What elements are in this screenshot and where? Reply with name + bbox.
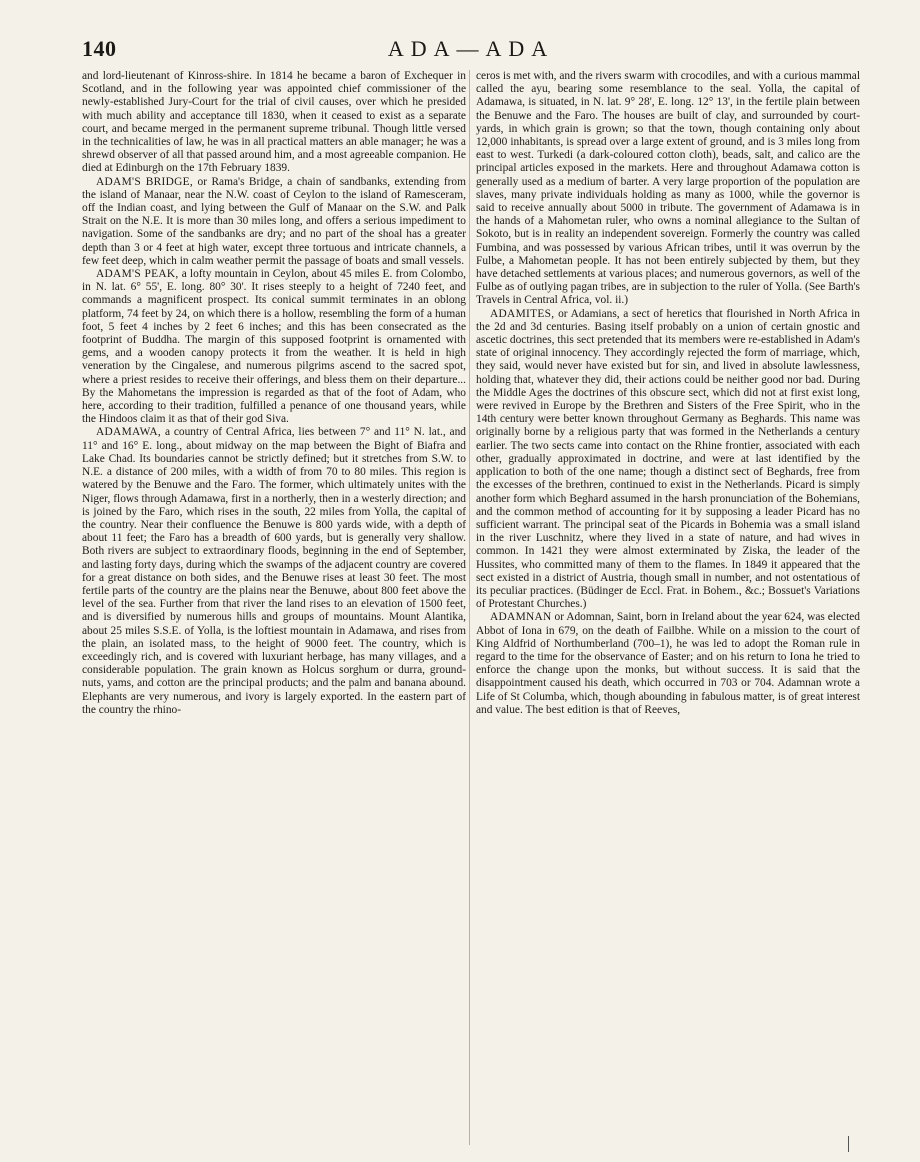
entry-headword: ADAMAWA, [96, 426, 162, 439]
right-column [476, 70, 860, 1145]
entry-headword: ADAM'S BRIDGE, [96, 175, 194, 188]
entry-headword: ADAMNAN [490, 611, 552, 624]
entry-text: ceros is met with, and the rivers swarm with crocodiles, and with a curious mammal called the ayu, bearing some resemblance to the seal. Yolla, the capital of Adamawa, is situated, in N. lat. 9° 28', E. long. 12° 13', in the fertile plain between the Benuwe and the Faro. The houses are built of clay, and surrounded by court-yards, in which grain is grown; so that the town, though containing only about 12,000 inhabitants, is spread over a large extent of ground, and is 3 miles long from east to west. Turkedi (a dark-coloured cotton cloth), beads, salt, and calico are the principal articles exposed in the markets. Here and throughout Adamawa cotton is generally used as a medium of barter. A very large proportion of the population are slaves, many private individuals holding as many as 1000, while the governor is said to receive annually about 5000 in tribute. The government of Adamawa is in the hands of a Mahometan ruler, who owns a nominal allegiance to the Sultan of Sokoto, but is in reality an independent sovereign. Formerly the country was called Fumbina, and was possessed by various African tribes, until it was overrun by the Fulbe, a Mahometan people. It has not been entirely subjected by them, but they have detached settlements at various places; and numerous governors, as well of the Fulbe as of outlying pagan tribes, are in subjection to the ruler of Yolla. (See Barth's Travels in Central Africa, vol. ii.) [476, 70, 860, 307]
entry-headword: ADAMITES, [490, 307, 555, 320]
entry-text: or Adamians, a sect of heretics that flourished in North Africa in the 2d and 3d centuries. Basing itself probably on a union of certain gnostic and ascetic doctrines, this sect pretended that its members were re-established in Adam's state of original innocency. They accordingly rejected the form of marriage, which, they said, would never have existed but for sin, and lived in absolute lawlessness, holding that, whatever they did, their actions could be neither good nor bad. During the Middle Ages the doctrines of this obscure sect, which did not at first exist long, were revived in Europe by the Brethren and Sisters of the Free Spirit, who in the 14th century were better known throughout Germany as Beghards. This name was originally borne by a religious party that was formed in the Netherlands a century earlier. The two sects came into contact on the Rhine frontier, associated with each other, gradually approximated in doctrine, and were at last identified by the application to both of the one name; though a distinct sect of Beghards, free from the excesses of the brethren, continued to exist in the Netherlands. Picard is simply another form which Beghard assumed in the harsh pronunciation of the Bohemians, and the common method of accounting for it by supposing a leader Picard has no sufficient warrant. The principal seat of the Picards in Bohemia was a small island in the river Luschnitz, where they lived in a state of nature, and had wives in common. In 1421 they were almost exterminated by Ziska, the leader of the Hussites, who committed many of them to the flames. In 1849 it appeared that the sect existed in a district of Austria, though small in number, and not ostentatious of its peculiar practices. (Büdinger de Eccl. Frat. in Bohem., &c.; Bossuet's Variations of Protestant Churches.) [476, 307, 860, 611]
margin-mark [848, 1136, 849, 1152]
page-number: 140 [82, 36, 117, 61]
entry-adamawa-continuation [476, 70, 860, 308]
entry-text: or Rama's Bridge, a chain of sandbanks, extending from the island of Manaar, near the N.W. coast of Ceylon to the island of Ramesceram, off the Indian coast, and lying between the Gulf of Manaar on the S.W. and Palk Strait on the N.E. It is more than 30 miles long, and offers a serious impediment to navigation. Some of the sandbanks are dry; and no part of the shoal has a greater depth than 3 or 4 feet at high water, except three tortuous and intricate channels, a few feet deep, which in calm weather permit the passage of boats and small vessels. [82, 175, 466, 267]
entry-text: and lord-lieutenant of Kinross-shire. In 1814 he became a baron of Exchequer in Scotland, and in the following year was appointed chief commissioner of the newly-established Jury-Court for the trial of civil causes, over which he presided with much ability and acceptance till 1830, when it ceased to exist as a separate court, and became merged in the permanent supreme tribunal. Though little versed in the technicalities of law, he was in all practical matters an able manager; he was a shrewd observer of all that passed around him, and a most agreeable companion. He died at Edinburgh on the 17th February 1839. [82, 70, 466, 175]
entry-adams-bridge [82, 176, 466, 268]
column-divider [469, 70, 470, 1145]
entry-adams-peak [82, 268, 466, 426]
entry-adamites [476, 308, 860, 612]
entry-adamnan [476, 611, 860, 717]
entry-text: a lofty mountain in Ceylon, about 45 miles E. from Colombo, in N. lat. 6° 55', E. long. 80° 30'. It rises steeply to a height of 7240 feet, and commands a magnificent prospect. Its conical summit terminates in an oblong platform, 74 feet by 24, on which there is a hollow, resembling the form of a human foot, 5 feet 4 inches by 2 feet 6 inches; and this has been consecrated as the footprint of Buddha. The margin of this supposed footprint is ornamented with gems, and a wooden canopy protects it from the weather. It is held in high veneration by the Cingalese, and numerous pilgrims ascend to the sacred spot, where a priest resides to receive their offerings, and bless them on their departure... By the Mahometans the impression is regarded as that of the foot of Adam, who here, according to their tradition, fulfilled a penance of one thousand years, while the Hindoos claim it as that of their god Siva. [82, 268, 466, 426]
entry-headword: ADAM'S PEAK, [96, 268, 179, 281]
entry-text: a country of Central Africa, lies between 7° and 11° N. lat., and 11° and 16° E. long., about midway on the map between the Bight of Biafra and Lake Chad. Its boundaries cannot be strictly defined; but it stretches from S.W. to N.E. a distance of 200 miles, with a width of from 70 to 80 miles. This region is watered by the Benuwe and the Faro. The former, which ultimately unites with the Niger, flows through Adamawa, first in a northerly, then in a westerly direction; and is joined by the Faro, which rises in the south, 22 miles from Yolla, the capital of the country. Near their confluence the Benuwe is 800 yards wide, with a depth of about 11 feet; the Faro has a breadth of 600 yards, but is generally very shallow. Both rivers are subject to extraordinary floods, beginning in the end of September, and lasting forty days, during which the swamps of the adjacent country are covered for a great distance on both sides, and the Benuwe rises at least 30 feet. The most fertile parts of the country are the plains near the Benuwe, about 800 feet above the level of the sea. Further from that river the land rises to an elevation of 1500 feet, and is diversified by numerous hills and groups of mountains. Mount Alantika, about 25 miles S.S.E. of Yolla, is the loftiest mountain in Adamawa, and rises from the plain, an isolated mass, to the height of 9000 feet. The country, which is exceedingly rich, and is covered with luxuriant herbage, has many villages, and a considerable population. The grain known as Holcus sorghum or durra, ground-nuts, yams, and cotton are the principal products; and the palm and banana abound. Elephants are very numerous, and ivory is largely exported. In the eastern part of the country the rhino- [82, 426, 466, 716]
left-column [82, 70, 466, 1145]
entry-kinross-continuation [82, 70, 466, 176]
entry-text: or Adomnan, Saint, born in Ireland about the year 624, was elected Abbot of Iona in 679, on the death of Failbhe. While on a mission to the court of King Aldfrid of Northumberland (700–1), he was led to adopt the Roman rule in regard to the time for the observance of Easter; and on his return to Iona he tried to enforce the change upon the monks, but without success. It is said that the disappointment caused his death, which occurred in 703 or 704. Adamnan wrote a Life of St Columba, which, though abounding in fabulous matter, is of great interest and value. The best edition is that of Reeves, [476, 611, 860, 716]
running-head: ADA—ADA [387, 36, 555, 61]
page-header [82, 36, 860, 66]
entry-adamawa [82, 426, 466, 716]
